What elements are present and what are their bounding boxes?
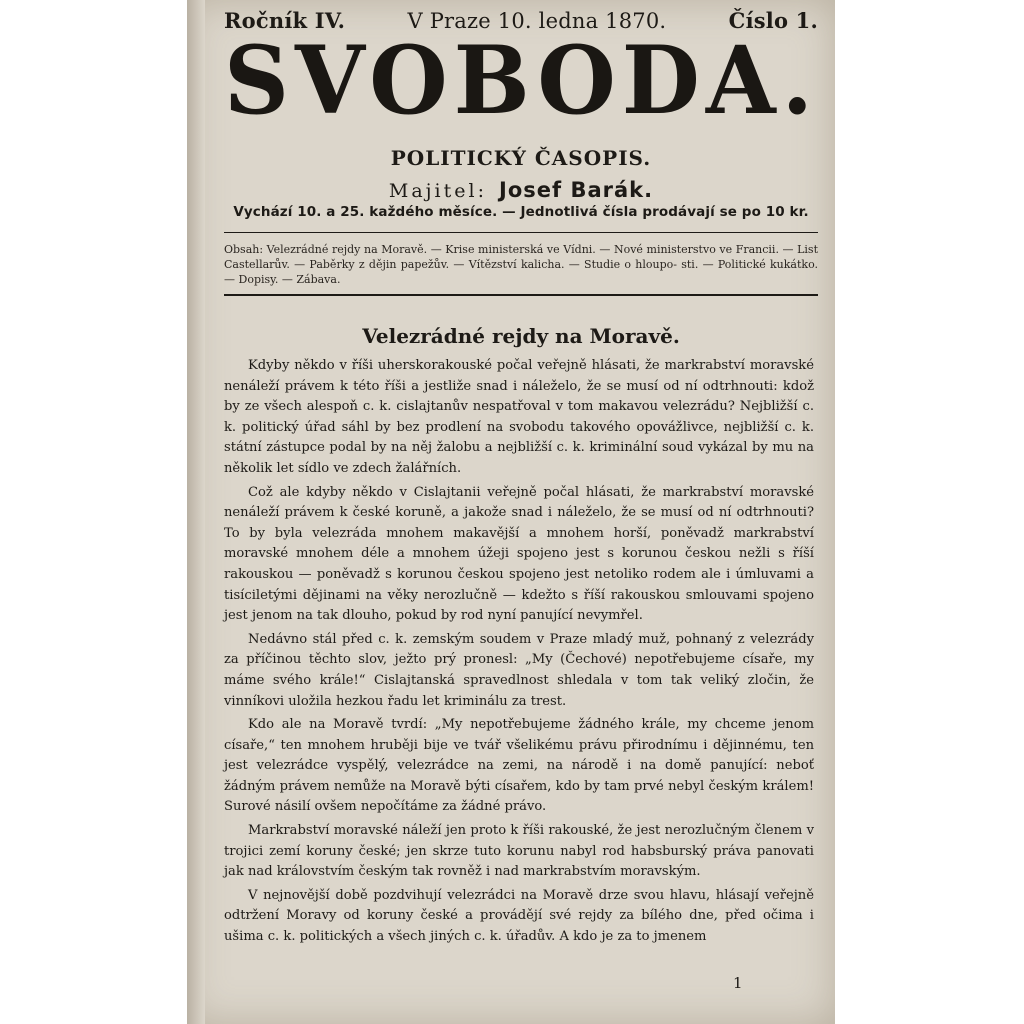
owner-name: Josef Barák.: [499, 178, 654, 202]
page-number: 1: [733, 974, 743, 992]
contents-text: Velezrádné rejdy na Moravě. — Krise ministerská ve Vídni. — Nové ministerstvo ve Francii. — List Castellarův. — Paběrky z dějin papežův. — Vítězství kalicha. — Studie o hloupo- sti. — Politické kukátko. — Dopisy. — Zábava.: [224, 243, 818, 286]
divider-line: [224, 232, 818, 233]
volume-label: Ročník IV.: [224, 8, 346, 33]
masthead-subtitle: POLITICKÝ ČASOPIS.: [390, 146, 652, 170]
contents-label: Obsah:: [224, 243, 264, 256]
divider-line-thick: [224, 294, 818, 296]
article-paragraph: Markrabství moravské náleží jen proto k říši rakouské, že jest nerozlučným členem v trojici zemí koruny české; jen skrze tuto korunu nabyl rod habsburský práva panovati jak nad královstvím českým tak rovněž i nad markrabstvím moravským.: [224, 823, 814, 880]
owner-line: [224, 178, 818, 202]
publication-info: Vychází 10. a 25. každého měsíce. — Jednotlivá čísla prodávají se po 10 kr.: [233, 204, 809, 220]
article-paragraph: V nejnovější době pozdvihují velezrádci na Moravě drze svou hlavu, hlásají veřejně odtržení Moravy od koruny české a provádějí své rejdy za bílého dne, před očima i ušima c. k. politických a všech jiných c. k. úřadův. A kdo je za to jmenem: [224, 887, 814, 945]
page-binding-shadow: [187, 0, 205, 1024]
article-paragraph: Kdyby někdo v říši uherskorakouské počal veřejně hlásati, že markrabství moravské nenáleží právem k této říši a jestliže snad i náleželo, že se musí od ní odtrhnouti: kdož by ze všech alespoň c. k. cislajtanův nespatřoval v tom makavou velezrádu? Nejbližší c. k. politický úřad sáhl by bez prodlení na svobodu takového opovážlivce, nejbližší c. k. státní zástupce podal by na něj žalobu a nejbližší c. k. kriminální soud vykázal by mu na několik let sídlo ve zdech žalářních.: [224, 358, 814, 476]
owner-label: Majitel:: [388, 180, 487, 202]
article-paragraph: Nedávno stál před c. k. zemským soudem v Praze mladý muž, pohnaný z velezrády za příčinou těchto slov, ježto prý pronesl: „My (Čechové) nepotřebujeme císaře, my máme svého krále!“ Cislajtanská spravedlnost shledala v tom tak veliký zločin, že vinníkovi uložila hezkou řadu let kriminálu za trest.: [224, 631, 814, 709]
newspaper-page: [187, 0, 835, 1024]
issue-number: Číslo 1.: [728, 8, 818, 33]
article-paragraph: Což ale kdyby někdo v Cislajtanii veřejně počal hlásati, že markrabství moravské nenáleží právem k české koruně, a jakože snad i náleželo, že se musí od ní odtrhnouti? To by byla velezráda mnohem makavější a mnohem horší, poněvadž markrabství moravské mnohem déle a mnohem úžeji spojeno jest s korunou českou nežli s říší rakouskou — poněvadž s korunou českou spojeno jest netoliko rodem ale i úmluvami a tisíciletými dějinami na věky nerozlučně — kdežto s říší rakouskou smlouvami spojeno jest jenom na tak dlouho, pokud by rod nyní panující nevymřel.: [224, 484, 814, 624]
table-of-contents: [224, 242, 818, 287]
article-title: Velezrádné rejdy na Moravě.: [362, 324, 680, 348]
article-paragraph: Kdo ale na Moravě tvrdí: „My nepotřebujeme žádného krále, my chceme jenom císaře,“ ten mnohem hruběji bije ve tvář všelikému právu přirodnímu i dějinnému, ten jest velezrádce vyspělý, velezrádce na zemi, na národě i na domě panující: neboť žádným právem nemůže na Moravě býti císařem, kdo by tam prvé nebyl českým králem! Surové násilí ovšem nepočítáme za žádné právo.: [224, 717, 814, 815]
issue-date: V Praze 10. ledna 1870.: [407, 9, 667, 33]
masthead-title: SVOBODA.: [224, 25, 819, 137]
article-body: [224, 356, 814, 951]
